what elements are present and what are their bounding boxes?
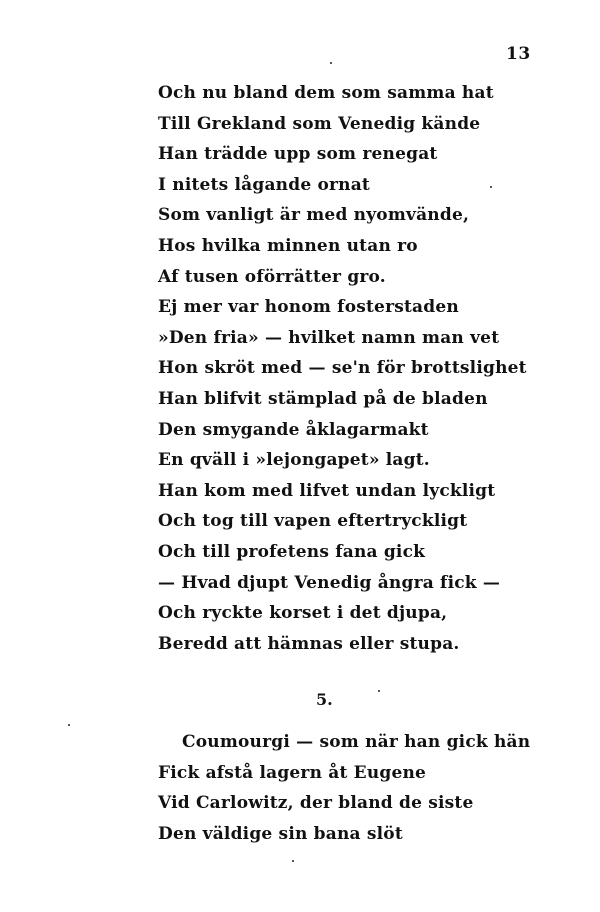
poem-line: Den väldige sin bana slöt bbox=[158, 823, 403, 844]
stanza-1 bbox=[158, 78, 578, 659]
scan-speck bbox=[292, 860, 294, 862]
poem-line: I nitets lågande ornat bbox=[158, 174, 370, 195]
stanza-2 bbox=[158, 727, 578, 849]
poem-line: Hos hvilka minnen utan ro bbox=[158, 235, 418, 256]
poem-line: Beredd att hämnas eller stupa. bbox=[158, 633, 460, 654]
poem-line: Han blifvit stämplad på de bladen bbox=[158, 388, 488, 409]
poem-line: Hon skröt med — se'n för brottslighet bbox=[158, 358, 527, 379]
section-number: 5. bbox=[316, 690, 333, 709]
poem-line: En qväll i »lejongapet» lagt. bbox=[158, 450, 430, 471]
poem-line: Af tusen oförrätter gro. bbox=[158, 266, 386, 287]
poem-line: Och till profetens fana gick bbox=[158, 541, 426, 562]
poem-line: Coumourgi — som när han gick hän bbox=[182, 732, 531, 752]
poem-line: Fick afstå lagern åt Eugene bbox=[158, 762, 427, 783]
poem-line: Ej mer var honom fosterstaden bbox=[158, 297, 459, 318]
poem-line: Och nu bland dem som samma hat bbox=[158, 83, 494, 103]
poem-line: Den smygande åklagarmakt bbox=[158, 419, 429, 440]
poem-line: Han trädde upp som renegat bbox=[158, 144, 438, 165]
poem-line: Som vanligt är med nyomvände, bbox=[158, 205, 470, 226]
poem-line: Och tog till vapen eftertryckligt bbox=[158, 511, 468, 532]
scan-speck bbox=[378, 690, 380, 692]
scan-speck bbox=[68, 724, 70, 726]
scan-speck bbox=[330, 62, 332, 64]
poem-line: — Hvad djupt Venedig ångra fick — bbox=[158, 572, 501, 593]
scan-speck bbox=[490, 186, 492, 188]
poem-line: »Den fria» — hvilket namn man vet bbox=[158, 327, 500, 348]
poem-line: Och ryckte korset i det djupa, bbox=[158, 603, 448, 624]
poem-line: Till Grekland som Venedig kände bbox=[158, 113, 481, 134]
poem-line: Vid Carlowitz, der bland de siste bbox=[158, 793, 474, 814]
poem-line: Han kom med lifvet undan lyckligt bbox=[158, 480, 496, 501]
page-number: 13 bbox=[506, 44, 531, 64]
